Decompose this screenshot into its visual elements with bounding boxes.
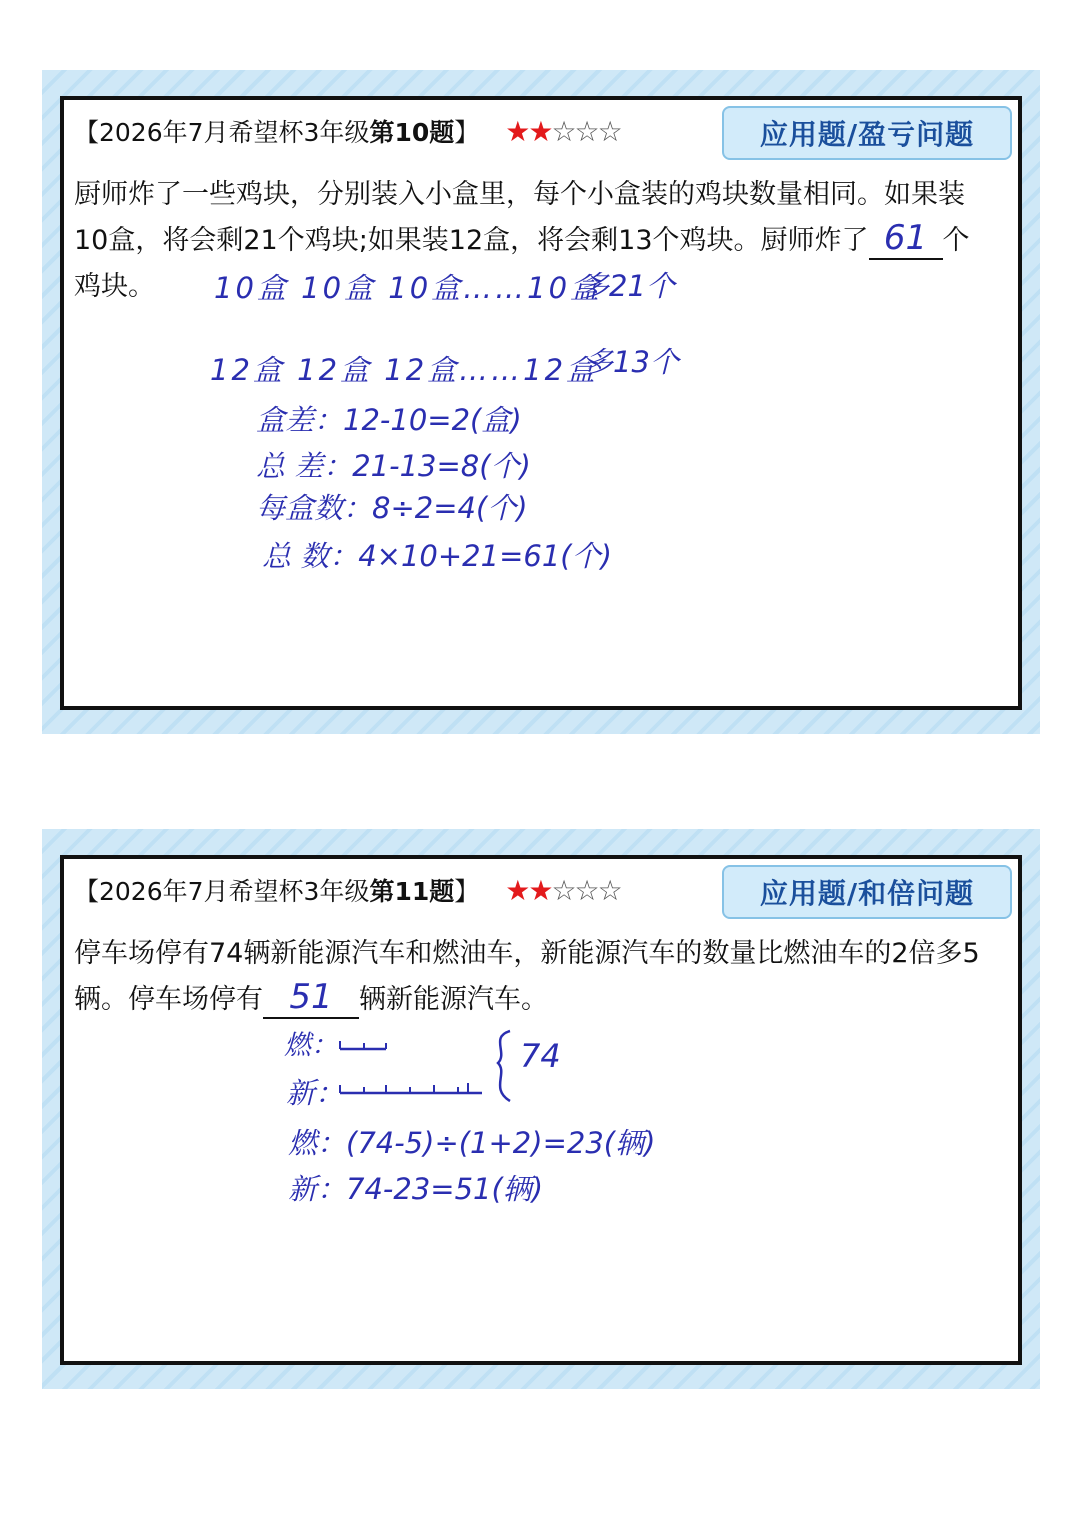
difficulty-stars [505, 115, 621, 148]
problem-slide-11 [42, 829, 1040, 1389]
star-empty-icon: ☆☆☆ [551, 873, 621, 907]
work-line: 盒差：12-10=2(盒) [256, 403, 522, 437]
work-line: 74 [520, 1037, 561, 1075]
star-empty-icon: ☆☆☆ [551, 114, 621, 148]
problem-text [74, 931, 994, 1023]
problem-title [74, 113, 479, 149]
work-line: 12盒 12盒 12盒……12盒 [210, 353, 599, 387]
line-segment-diagram [334, 1019, 534, 1109]
handwritten-answer: 51 [289, 977, 333, 1017]
problem-header [74, 110, 621, 152]
difficulty-stars [505, 874, 621, 907]
title-suffix: 】 [454, 877, 480, 906]
work-line: 每盒数：8÷2=4(个) [256, 491, 528, 525]
work-line: 总 差：21-13=8(个) [256, 449, 531, 483]
work-line: 10盒 10盒 10盒……10盒 [214, 271, 603, 305]
handwritten-answer: 61 [883, 218, 928, 258]
work-line: 多13个 [584, 345, 679, 379]
category-tag: 应用题/和倍问题 [722, 865, 1012, 919]
answer-blank [869, 218, 943, 260]
work-line: 新：74-23=51(辆) [288, 1172, 544, 1206]
work-line: 燃： [284, 1030, 338, 1061]
work-line: 多21个 [580, 269, 675, 303]
problem-header [74, 869, 621, 911]
title-number: 第11题 [369, 877, 455, 906]
work-line: 总 数：4×10+21=61(个) [262, 539, 612, 573]
problem-title [74, 872, 479, 908]
problem-card [60, 855, 1022, 1365]
problem-card [60, 96, 1022, 710]
problem-text-before: 厨师炸了一些鸡块，分别装入小盒里，每个小盒装的鸡块数量相同。如果装10盒，将会剩21个鸡块;如果装12盒，将会剩13个鸡块。厨师炸了 [74, 179, 965, 256]
problem-text-before: 停车场停有74辆新能源汽车和燃油车，新能源汽车的数量比燃油车的2倍多5辆。停车场停有 [74, 938, 980, 1015]
star-filled-icon: ★★ [505, 873, 552, 907]
title-suffix: 】 [454, 118, 480, 147]
category-tag: 应用题/盈亏问题 [722, 106, 1012, 160]
title-prefix: 【2026年7月希望杯3年级 [74, 118, 370, 147]
problem-slide-10 [42, 70, 1040, 734]
work-line: 燃：(74-5)÷(1+2)=23(辆) [288, 1126, 656, 1160]
problem-text-after: 个鸡块。 [74, 225, 970, 302]
work-line: 新： [286, 1076, 345, 1110]
title-prefix: 【2026年7月希望杯3年级 [74, 877, 370, 906]
answer-blank [263, 977, 359, 1019]
star-filled-icon: ★★ [505, 114, 552, 148]
problem-text-after: 辆新能源汽车。 [359, 984, 548, 1015]
title-number: 第10题 [369, 118, 455, 147]
